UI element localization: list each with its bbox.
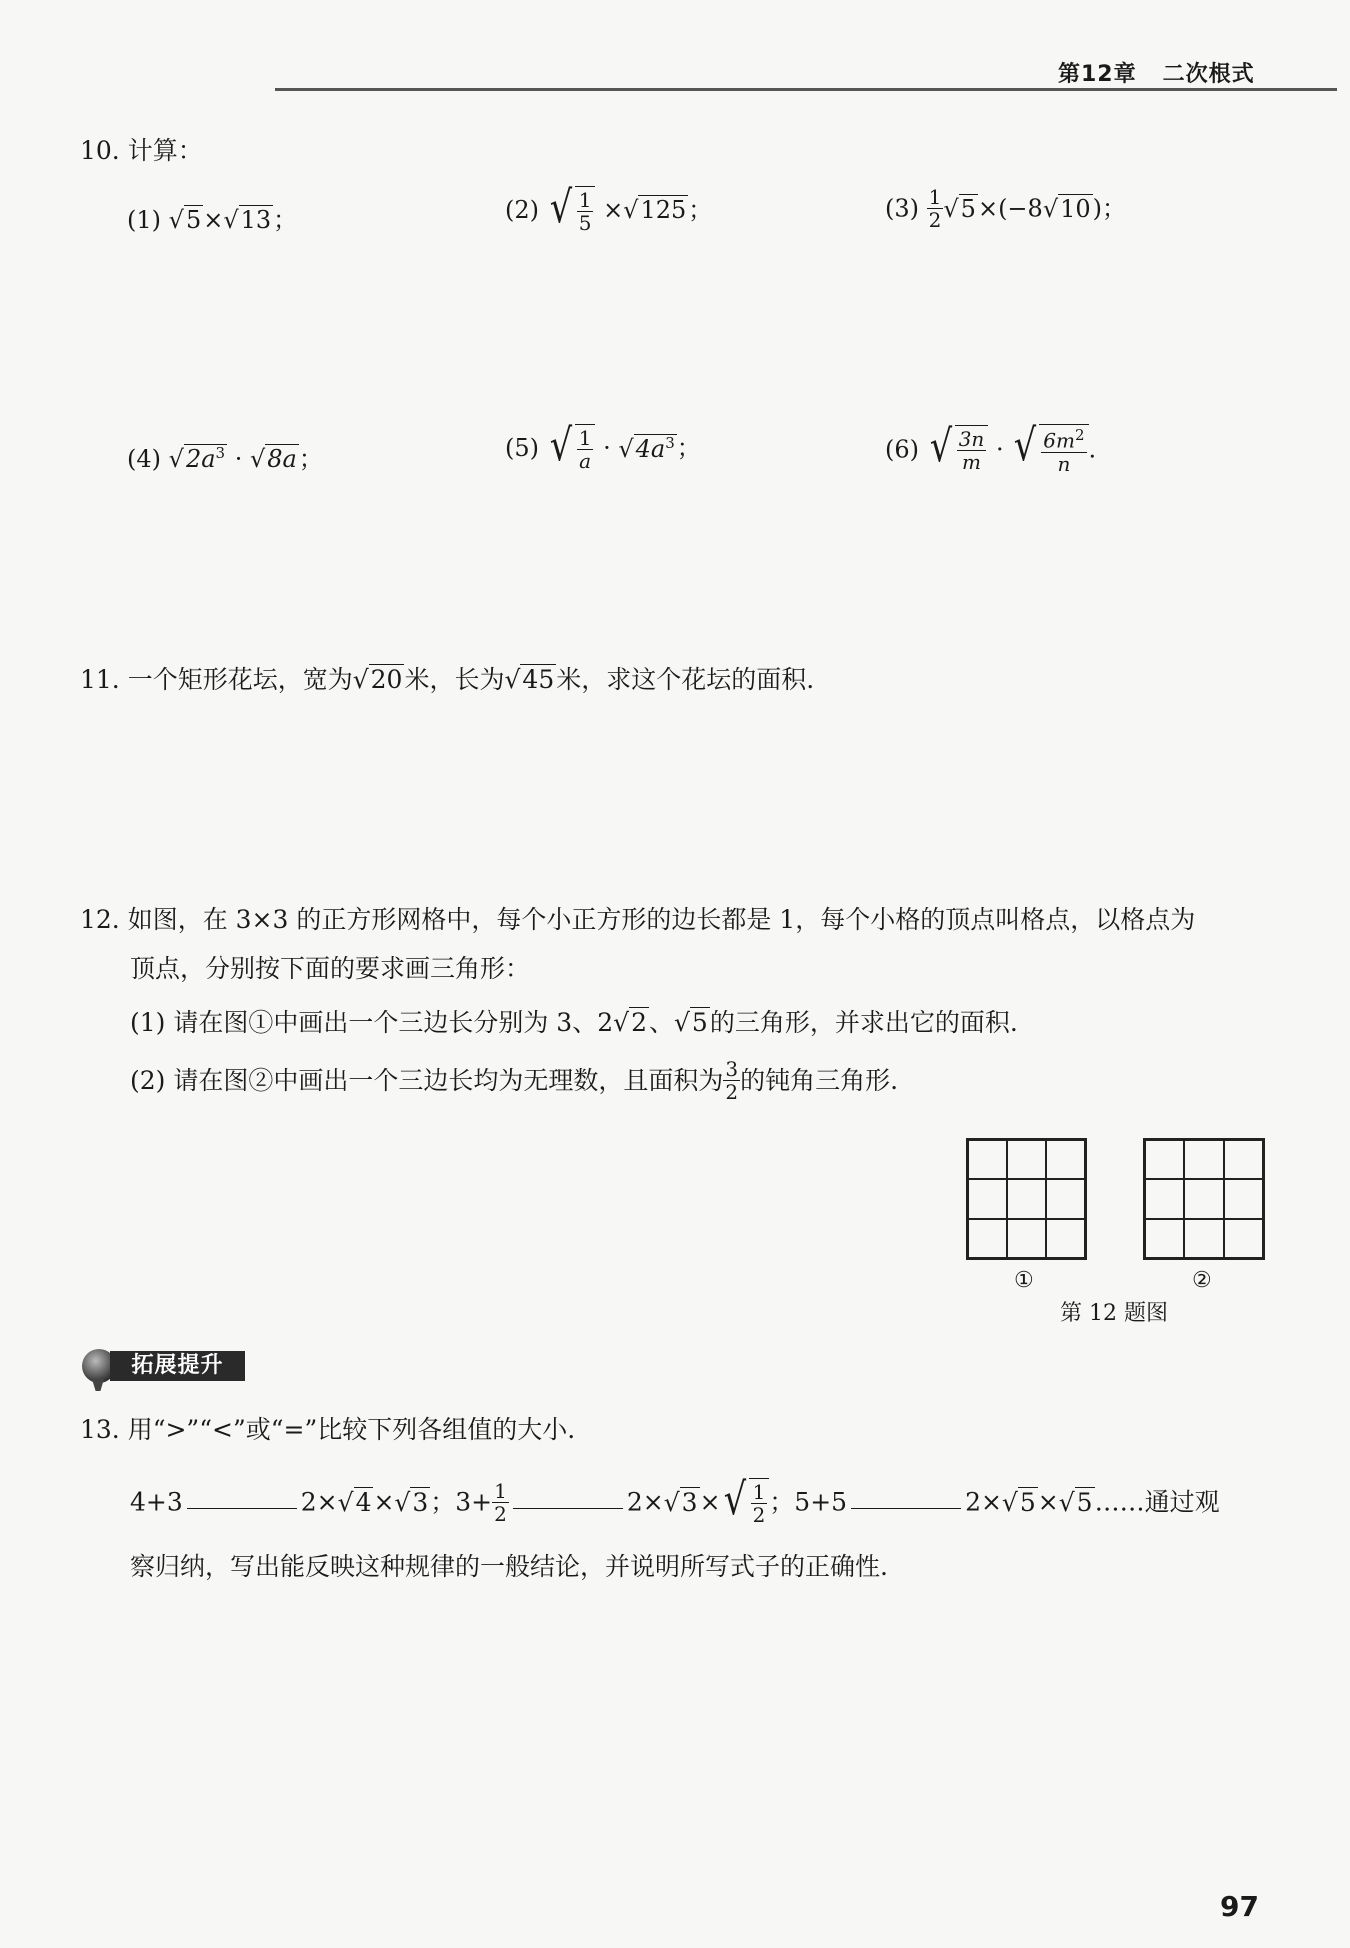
chapter-number: 第12章 xyxy=(1058,62,1137,87)
q12-part1: (1) 请在图①中画出一个三边长分别为 3、2√2、√5的三角形，并求出它的面积. xyxy=(130,1008,1018,1037)
q10-part1: (1) √5×√13； xyxy=(127,206,298,234)
answer-blank-2[interactable] xyxy=(513,1508,623,1509)
q13-stem: 13. 用“>”“<”或“=”比较下列各组值的大小. xyxy=(80,1415,576,1444)
q10-part4: (4) $√2a^3 \cdot √8a$； xyxy=(127,444,323,473)
chapter-title: 二次根式 xyxy=(1162,62,1255,87)
grid-figure-2 xyxy=(1143,1138,1265,1260)
q10-part2: (2) √ $\frac{1}{5}$ ×√125； xyxy=(505,182,713,235)
answer-blank-3[interactable] xyxy=(851,1508,961,1509)
page-number: 97 xyxy=(1220,1890,1259,1923)
q12-part2: (2) 请在图②中画出一个三边长均为无理数，且面积为 $\frac{3}{2}$ 的钝角三角形. xyxy=(130,1057,899,1104)
header-rule xyxy=(275,88,1337,91)
q10-stem: 10. 计算： xyxy=(80,136,203,165)
grid-figure-1 xyxy=(966,1138,1087,1260)
section-badge xyxy=(82,1349,247,1385)
q10-part5: (5) √ $\frac{1}{a}$ · $√4a^3$； xyxy=(505,420,701,473)
section-label: 拓展提升 xyxy=(110,1351,245,1381)
q10-part3: (3) $\frac{1}{2}$ √5×(−8√10)； xyxy=(885,185,1127,232)
q10-part6: (6) √ $\frac{3n}{m}$ · √ $\frac{6m^2}{n}$ . xyxy=(885,420,1097,476)
q13-line2: 察归纳，写出能反映这种规律的一般结论，并说明所写式子的正确性. xyxy=(130,1552,888,1581)
q12-line2: 顶点，分别按下面的要求画三角形： xyxy=(130,954,531,983)
q12-line1: 12. 如图，在 3×3 的正方形网格中，每个小正方形的边长都是 1，每个小格的顶点叫格点，以格点为 xyxy=(80,905,1196,934)
figure-caption: 第 12 题图 xyxy=(1060,1301,1168,1326)
q11-text: 11. 一个矩形花坛，宽为√20米，长为√45米，求这个花坛的面积. xyxy=(80,665,815,694)
chapter-header xyxy=(1058,57,1255,88)
answer-blank-1[interactable] xyxy=(187,1508,297,1509)
figure-1-label: ① xyxy=(1014,1268,1034,1293)
q13-expressions: 4+3 2×√4×√3；3+ $\frac{1}{2}$ 2×√3× √ $\frac{1}{2}$ ；5+5 2×√5×√5……通过观 xyxy=(130,1474,1220,1527)
figure-2-label: ② xyxy=(1192,1268,1212,1293)
